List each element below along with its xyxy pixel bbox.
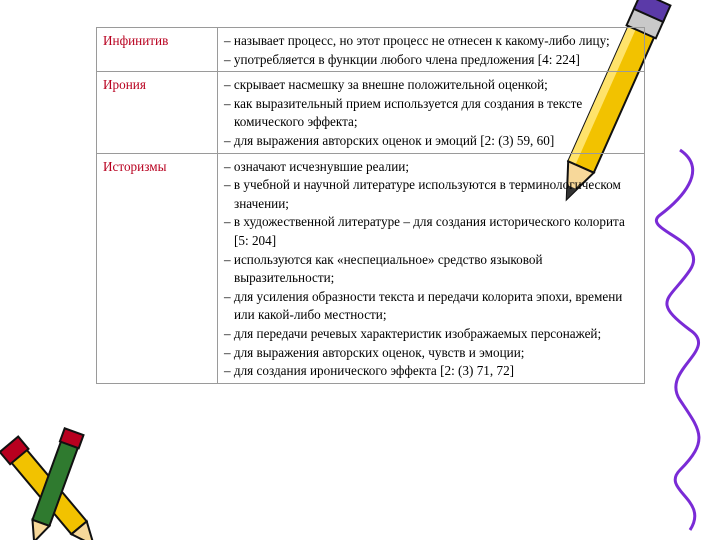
term-cell: Историзмы: [97, 153, 218, 383]
description-cell: [218, 153, 645, 383]
pencil-icon: [0, 425, 110, 540]
description-line: – в художественной литературе – для создания исторического колорита [5: 204]: [224, 214, 625, 248]
description-line: – означают исчезнувшие реалии;: [224, 158, 409, 174]
description-line: – для выражения авторских оценок, чувств и эмоции;: [224, 344, 525, 360]
description-line: – для усиления образности текста и передачи колорита эпохи, времени или какой-либо местности;: [224, 288, 623, 323]
description-line: – используются как «неспециальное» средство языковой выразительности;: [224, 251, 543, 286]
description-line: – для создания иронического эффекта [2: (3) 71, 72]: [224, 363, 515, 379]
description-cell: [218, 28, 645, 72]
table-row: [97, 153, 645, 383]
description-line: – для передачи речевых характеристик изображаемых персонажей;: [224, 325, 602, 341]
table-row: [97, 72, 645, 153]
description-line: – как выразительный прием используется для создания в тексте комического эффекта;: [224, 95, 583, 130]
terms-table: [96, 27, 645, 384]
scribble-icon: [656, 150, 699, 530]
description-line: – скрывает насмешку за внешне положительной оценкой;: [224, 77, 548, 93]
description-cell: [218, 72, 645, 153]
description-line: – называет процесс, но этот процесс не отнесен к какому-либо лицу;: [224, 33, 610, 48]
description-line: – в учебной и научной литературе используются в терминологическом значении;: [224, 177, 621, 211]
description-line: – для выражения авторских оценок и эмоций [2: (3) 59, 60]: [224, 132, 555, 148]
table-row: [97, 28, 645, 72]
description-line: – употребляется в функции любого члена предложения [4: 224]: [224, 51, 580, 67]
term-cell: Ирония: [97, 72, 218, 153]
term-cell: Инфинитив: [97, 28, 218, 72]
